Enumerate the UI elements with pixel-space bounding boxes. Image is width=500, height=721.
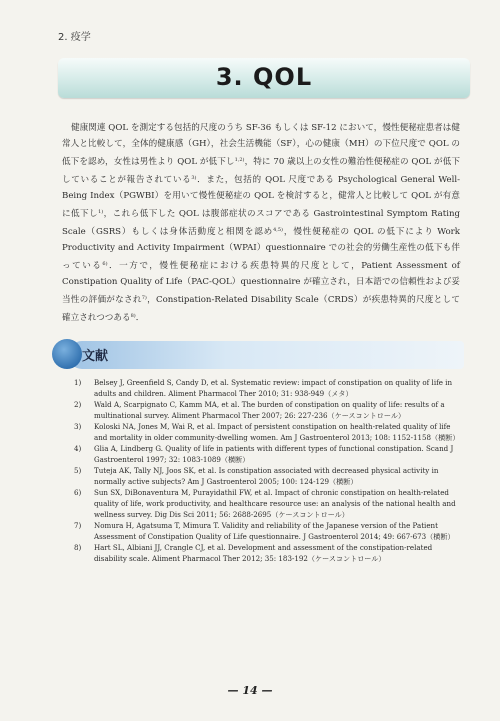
citation-superscript: 8) <box>130 313 136 319</box>
reference-number: 4) <box>74 444 82 454</box>
reference-number: 8) <box>74 543 82 553</box>
references-header-band <box>68 341 464 369</box>
citation-superscript: 4,5) <box>273 227 284 233</box>
body-text-run: 健康関連 QOL を測定する包括的尺度のうち SF-36 もしくは SF-12 において，慢性便秘症患者は健常人と比較して，全体的健康感（GH），社会生活機能（SF），心の健康（MH）の下位尺度で QOL の低下を認め，女性は男性より QOL が低下し <box>62 123 460 167</box>
citation-superscript: 1,2) <box>234 157 245 163</box>
reference-text: Glia A, Lindberg G. Quality of life in patients with different types of functional constipation. Scand J Gastroenterol 1997; 32: 1083-1089（横断） <box>94 444 454 464</box>
reference-item <box>74 521 462 542</box>
reference-text: Nomura H, Agatsuma T, Mimura T. Validity and reliability of the Japanese version of the Patient Assessment of Constipation Quality of Life questionnaire. J Gastroenterol 2014; 49: 667-673（横断） <box>94 521 455 541</box>
reference-item <box>74 488 462 520</box>
citation-superscript: 7) <box>141 295 147 301</box>
body-text-run: ，Constipation-Related Disability Scale（CRDS）が疾患特異的尺度として確立されつつある <box>62 295 460 323</box>
reference-number: 6) <box>74 488 82 498</box>
section-title-bar <box>58 58 470 98</box>
reference-item <box>74 444 462 465</box>
body-paragraph <box>62 120 460 326</box>
citation-superscript: 3) <box>191 175 197 181</box>
body-text-run: ，慢性便秘症の QOL の低下により Work Productivity and Activity Impairment（WPAI）questionnaire での社会的労働生産性の低下も伴っている <box>62 227 460 271</box>
reference-text: Wald A, Scarpignato C, Kamm MA, et al. The burden of constipation on quality of life: results of a multinational survey. Aliment Pharmacol Ther 2007; 26: 227-236（ケースコントロール） <box>94 400 445 420</box>
chapter-label: 2. 疫学 <box>58 32 91 43</box>
reference-list <box>74 378 462 565</box>
reference-item <box>74 543 462 564</box>
reference-item <box>74 422 462 443</box>
reference-text: Tuteja AK, Tally NJ, Joos SK, et al. Is constipation associated with decreased physical activity in normally active subjects? Am J Gastroenterol 2005; 100: 124-129（横断） <box>94 466 439 486</box>
reference-number: 7) <box>74 521 82 531</box>
reference-item <box>74 378 462 399</box>
body-text-run: ，これら低下した QOL は腹部症状のスコアである Gastrointestinal Symptom Rating Scale（GSRS）もしくは身体活動度と相関を認め <box>62 209 460 237</box>
references-header-circle <box>52 339 82 369</box>
reference-text: Belsey J, Greenfield S, Candy D, et al. Systematic review: impact of constipation on quality of life in adults and children. Aliment Pharmacol Ther 2010; 31: 938-949（メタ） <box>94 378 453 398</box>
page-number: — 14 — <box>227 684 273 697</box>
references-title: 文献 <box>82 349 109 364</box>
body-text-run: ，特に 70 歳以上の女性の難治性便秘症の QOL が低下していることが報告されている <box>62 157 460 185</box>
reference-item <box>74 400 462 421</box>
reference-number: 1) <box>74 378 82 387</box>
reference-number: 2) <box>74 400 82 410</box>
reference-text: Koloski NA, Jones M, Wai R, et al. Impact of persistent constipation on health-related quality of life and mortality in older community-dwelling women. Am J Gastroenterol 2013; 108: 1152-1158（横断） <box>94 422 460 442</box>
body-text-run: ．一方で，慢性便秘症における疾患特異的尺度として，Patient Assessment of Constipation Quality of Life（PAC-QOL）questionnaire が確立され，日本語での信頼性および妥当性の評価がなされ <box>62 261 460 305</box>
reference-item <box>74 466 462 487</box>
body-text-run: ． <box>135 313 145 323</box>
body-text-run: ．また，包括的 QOL 尺度である Psychological General Well-Being Index（PGWBI）を用いて慢性便秘症の QOL を検討すると，健常人と比較して QOL が有意に低下し <box>62 175 460 219</box>
section-title: 3. QOL <box>215 63 313 91</box>
reference-text: Sun SX, DiBonaventura M, Purayidathil FW, et al. Impact of chronic constipation on health-related quality of life, work productivity, and healthcare resource use: an analysis of the national health and wellness survey. Dig Dis Sci 2011; 56: 2688-2695（ケースコントロール） <box>94 488 456 519</box>
references-header <box>52 339 466 371</box>
citation-superscript: 6) <box>102 261 108 267</box>
citation-superscript: 1) <box>98 209 104 215</box>
reference-text: Hart SL, Albiani JJ, Crangle CJ, et al. Development and assessment of the constipation-related disability scale. Aliment Pharmacol Ther 2012; 35: 183-192（ケースコントロール） <box>94 543 433 563</box>
reference-number: 3) <box>74 422 82 432</box>
reference-number: 5) <box>74 466 82 476</box>
